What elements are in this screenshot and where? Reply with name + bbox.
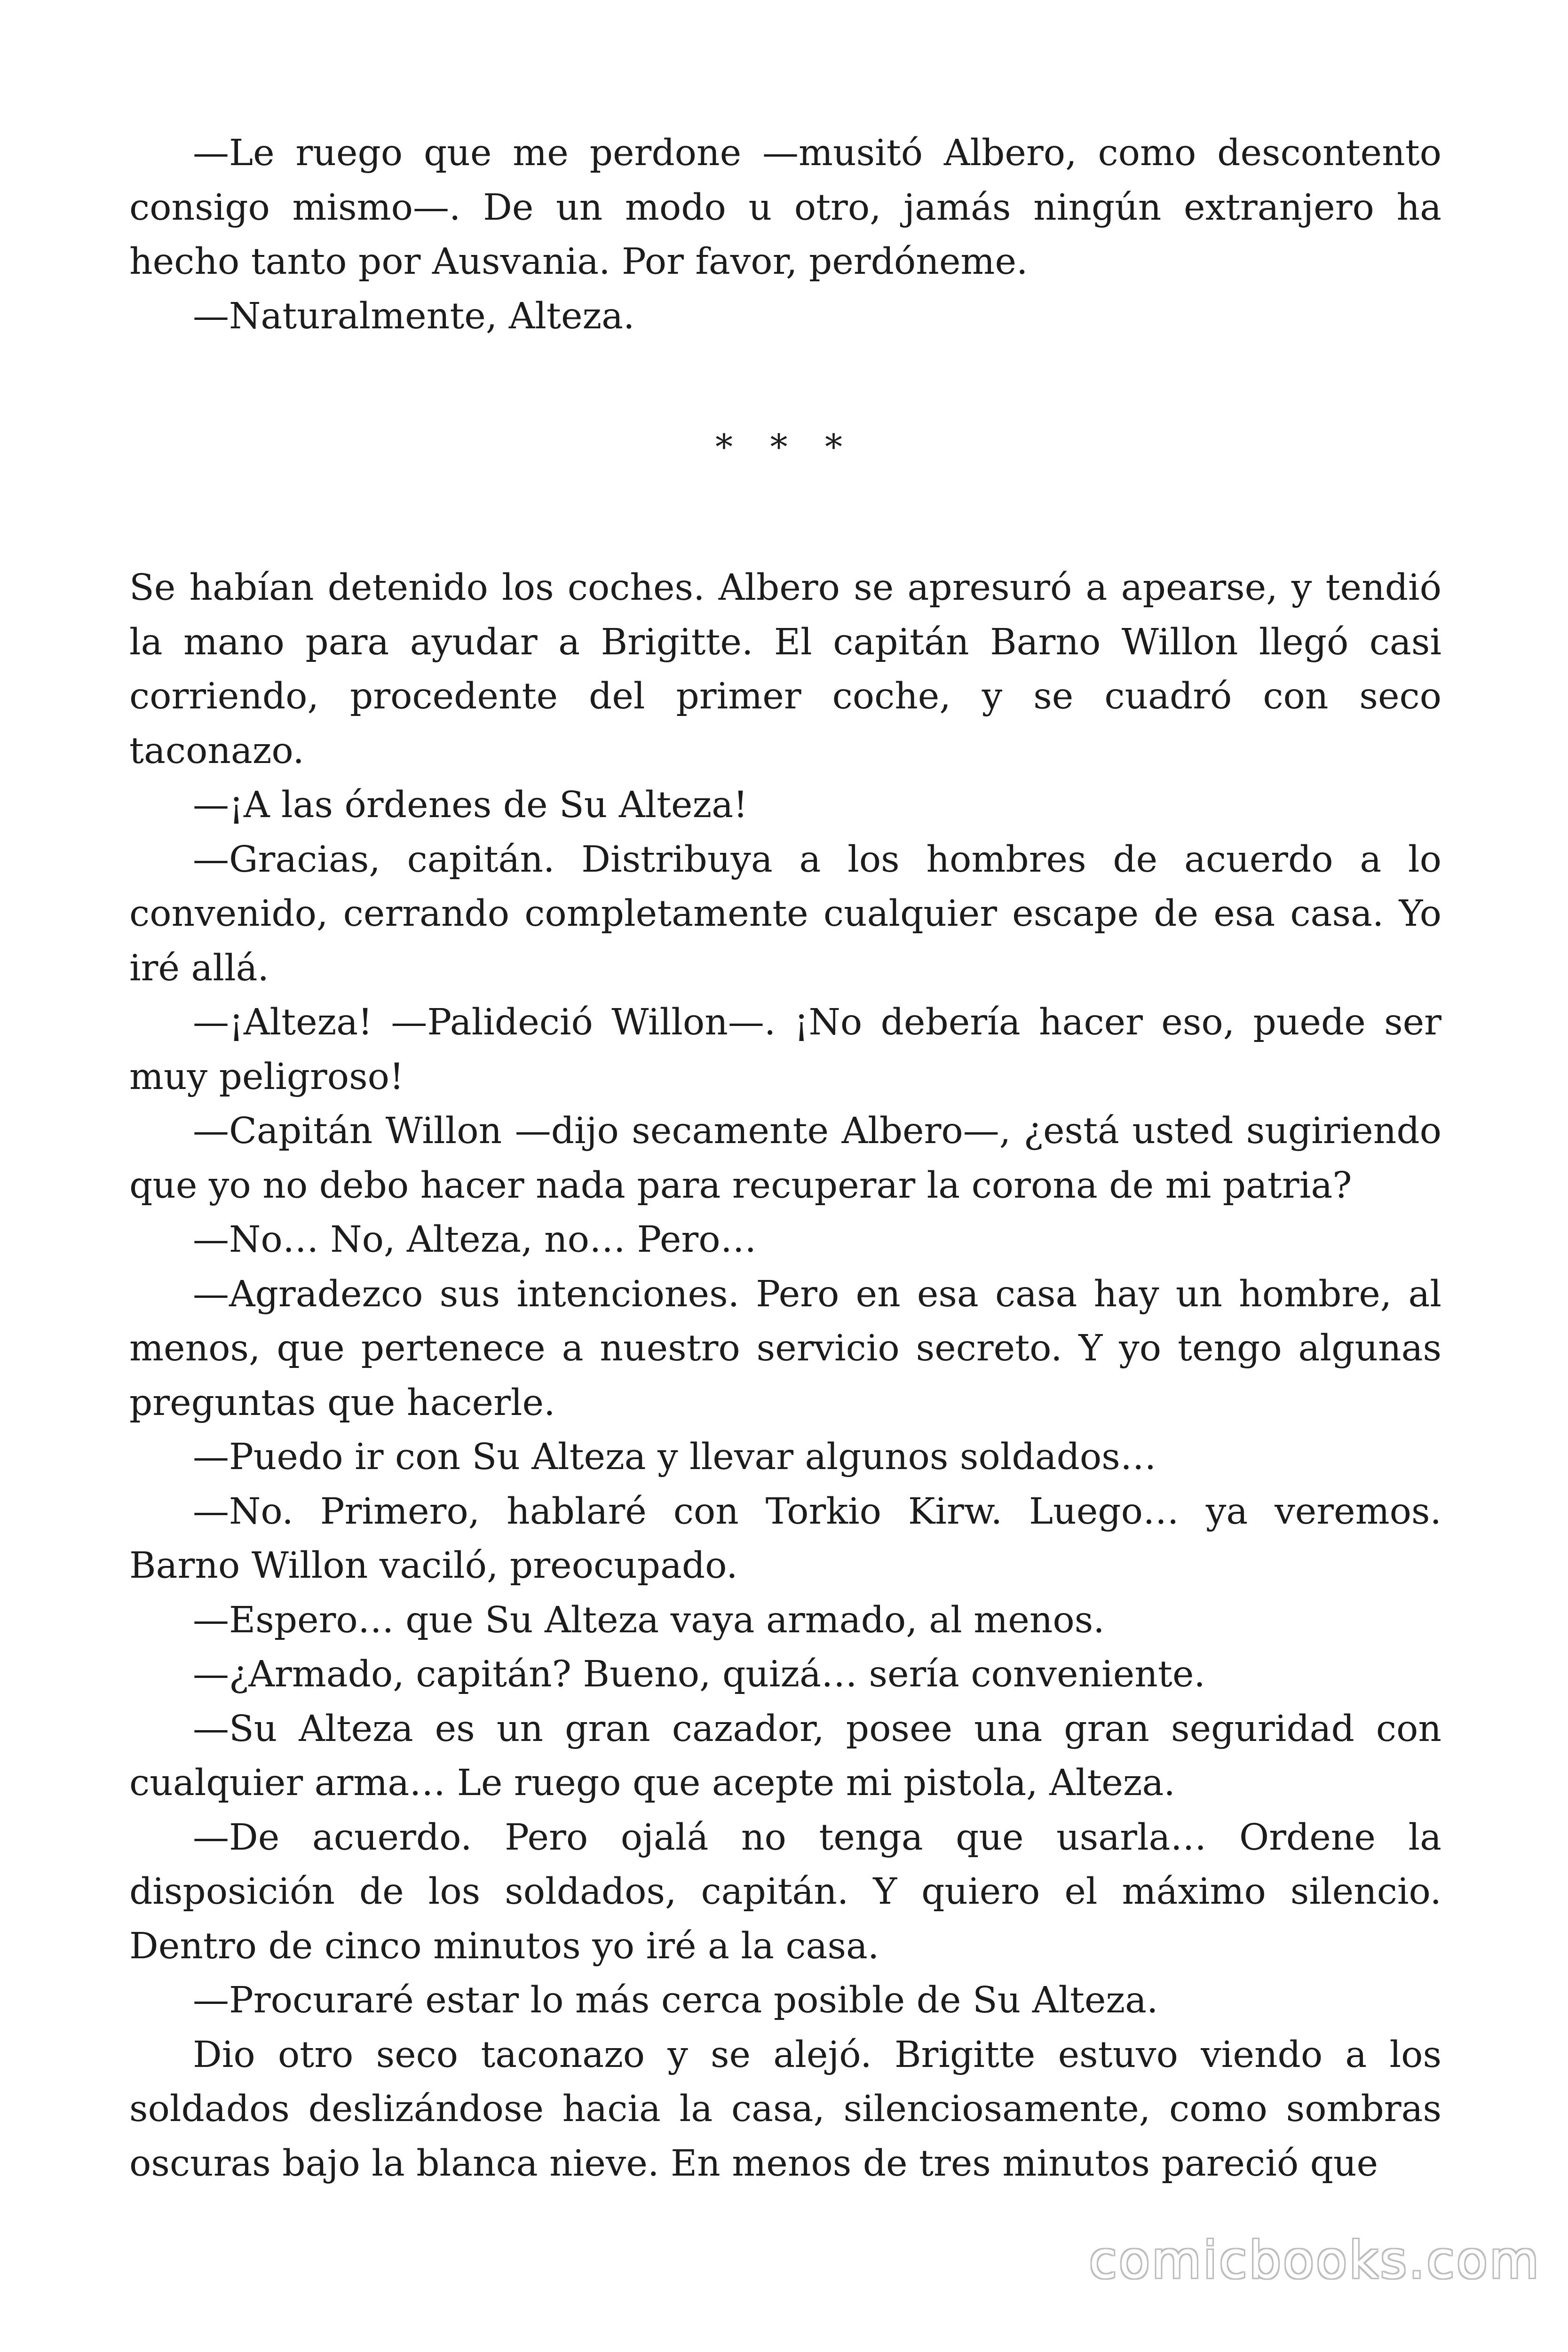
page-body	[129, 126, 1441, 2191]
scene-break-stars: * * *	[715, 427, 856, 468]
paragraph: —Agradezco sus intenciones. Pero en esa casa hay un hombre, al menos, que pertenece a nuestro servicio secreto. Y yo tengo algunas preguntas que hacerle.	[129, 1273, 1441, 1424]
paragraph: —Procuraré estar lo más cerca posible de Su Alteza.	[193, 1979, 1158, 2021]
paragraph: —Gracias, capitán. Distribuya a los hombres de acuerdo a lo convenido, cerrando completamente cualquier escape de esa casa. Yo iré allá.	[129, 838, 1441, 989]
paragraph: —Su Alteza es un gran cazador, posee una gran seguridad con cualquier arma… Le ruego que acepte mi pistola, Alteza.	[129, 1708, 1441, 1804]
paragraph: —Le ruego que me perdone —musitó Albero, como descontento consigo mismo—. De un modo u otro, jamás ningún extranjero ha hecho tanto por Ausvania. Por favor, perdóneme.	[129, 132, 1441, 283]
watermark: comicbooks.com	[1089, 2231, 1541, 2290]
paragraph: —¿Armado, capitán? Bueno, quizá… sería conveniente.	[193, 1653, 1205, 1695]
paragraph: —No. Primero, hablaré con Torkio Kirw. Luego… ya veremos. Barno Willon vaciló, preocupado.	[129, 1490, 1441, 1587]
paragraph: —Capitán Willon —dijo secamente Albero—, ¿está usted sugiriendo que yo no debo hacer nada para recuperar la corona de mi patria?	[129, 1110, 1441, 1207]
paragraph: —¡A las órdenes de Su Alteza!	[193, 784, 748, 826]
paragraph: —Espero… que Su Alteza vaya armado, al menos.	[193, 1599, 1105, 1641]
paragraph: Dio otro seco taconazo y se alejó. Brigitte estuvo viendo a los soldados deslizándose hacia la casa, silenciosamente, como sombras oscuras bajo la blanca nieve. En menos de tres minutos pareció que	[129, 2034, 1441, 2185]
paragraph: —Naturalmente, Alteza.	[193, 295, 635, 337]
scene-break	[129, 343, 1441, 561]
paragraph: —Puedo ir con Su Alteza y llevar algunos soldados…	[193, 1436, 1156, 1478]
paragraph: —¡Alteza! —Palideció Willon—. ¡No debería hacer eso, puede ser muy peligroso!	[129, 1001, 1441, 1098]
paragraph: —No… No, Alteza, no… Pero…	[193, 1219, 757, 1261]
paragraph: Se habían detenido los coches. Albero se apresuró a apearse, y tendió la mano para ayudar a Brigitte. El capitán Barno Willon llegó casi corriendo, procedente del primer coche, y se cuadró con seco taconazo.	[129, 567, 1441, 772]
paragraph: —De acuerdo. Pero ojalá no tenga que usarla… Ordene la disposición de los soldados, capitán. Y quiero el máximo silencio. Dentro de cinco minutos yo iré a la casa.	[129, 1816, 1441, 1967]
